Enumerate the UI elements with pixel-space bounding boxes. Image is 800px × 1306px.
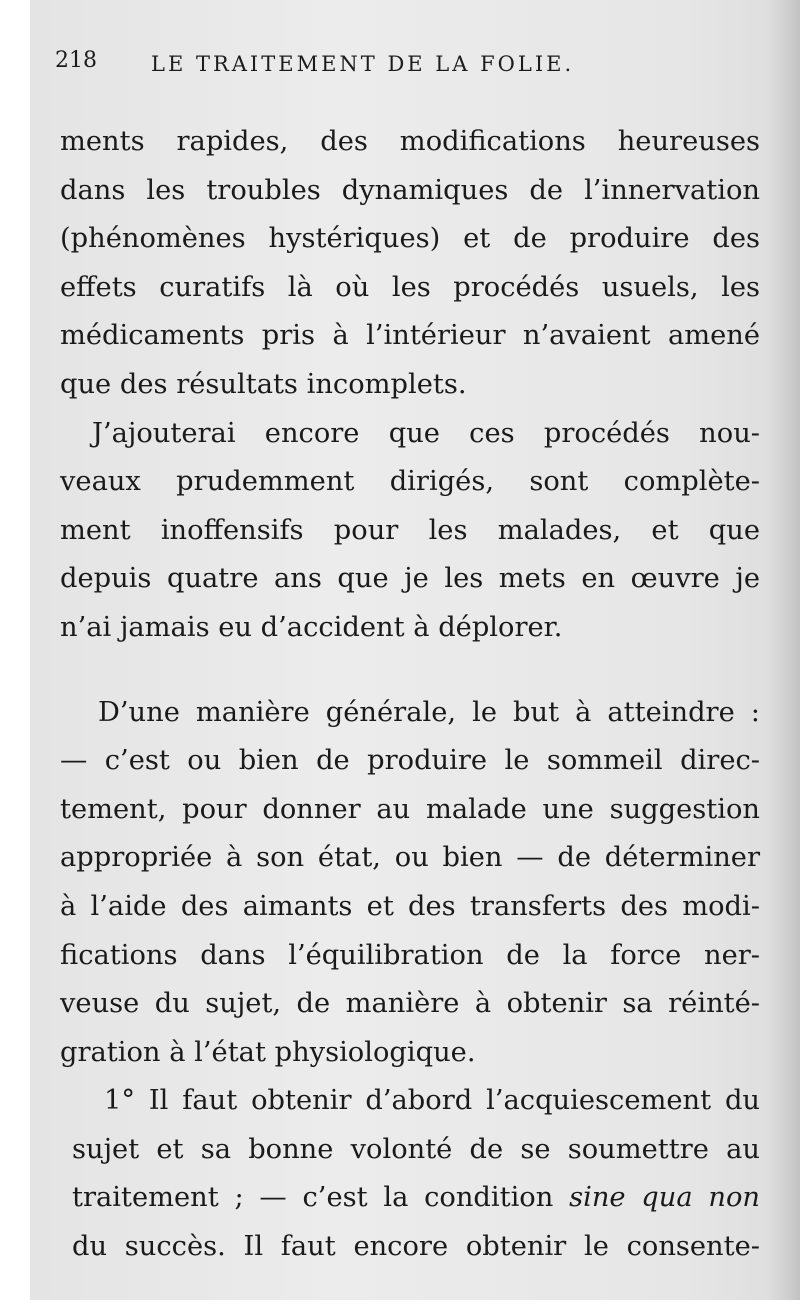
text-line: ments rapides, des modifications heureuses <box>60 126 760 157</box>
text-segment: traitement ; — c’est la condition <box>72 1182 570 1214</box>
text-line: 1° Il faut obtenir d’abord l’acquiescement du <box>104 1085 760 1117</box>
text-line: médicaments pris à l’intérieur n’avaient amené <box>60 320 760 352</box>
text-line: J’ajouterai encore que ces procédés nou- <box>92 417 760 449</box>
text-line: que des résultats incomplets. <box>60 368 467 400</box>
text-line: depuis quatre ans que je les mets en œuvre je <box>60 563 760 595</box>
italic-phrase: sine qua non <box>569 1182 760 1214</box>
text-line: tement, pour donner au malade une suggestion <box>60 793 760 825</box>
text-line: D’une manière générale, le but à atteindre : <box>98 696 760 728</box>
text-line: (phénomènes hystériques) et de produire des <box>60 223 760 255</box>
text-line: du succès. Il faut encore obtenir le consente- <box>72 1231 760 1263</box>
text-line: sujet et sa bonne volonté de se soumettre au <box>72 1133 760 1165</box>
paragraph-3 <box>60 689 760 1078</box>
text-line: n’ai jamais eu d’accident à déplorer. <box>60 611 563 643</box>
text-line: effets curatifs là où les procédés usuels, les <box>60 271 760 303</box>
text-line: veaux prudemment dirigés, sont complète- <box>60 466 760 498</box>
text-line-with-italic <box>60 1174 760 1223</box>
text-line: à l’aide des aimants et des transferts des modi- <box>60 890 760 922</box>
text-line: veuse du sujet, de manière à obtenir sa réinté- <box>60 988 760 1020</box>
text-line: — c’est ou bien de produire le sommeil direc- <box>60 745 760 777</box>
text-line: appropriée à son état, ou bien — de déterminer <box>60 842 760 874</box>
text-line: gration à l’état physiologique. <box>60 1036 476 1068</box>
body-text <box>60 118 760 1272</box>
paragraph-2 <box>60 410 760 653</box>
paragraph-1 <box>60 118 760 410</box>
book-page <box>30 0 800 1300</box>
running-title: LE TRAITEMENT DE LA FOLIE. <box>151 52 575 76</box>
text-line: dans les troubles dynamiques de l’innervation <box>60 174 760 206</box>
page-number: 218 <box>55 48 97 73</box>
page-edge-shadow <box>766 0 800 1300</box>
paragraph-4 <box>60 1077 760 1271</box>
text-line: fications dans l’équilibration de la force ner- <box>60 939 760 971</box>
text-line: ment inoffensifs pour les malades, et que <box>60 514 760 546</box>
